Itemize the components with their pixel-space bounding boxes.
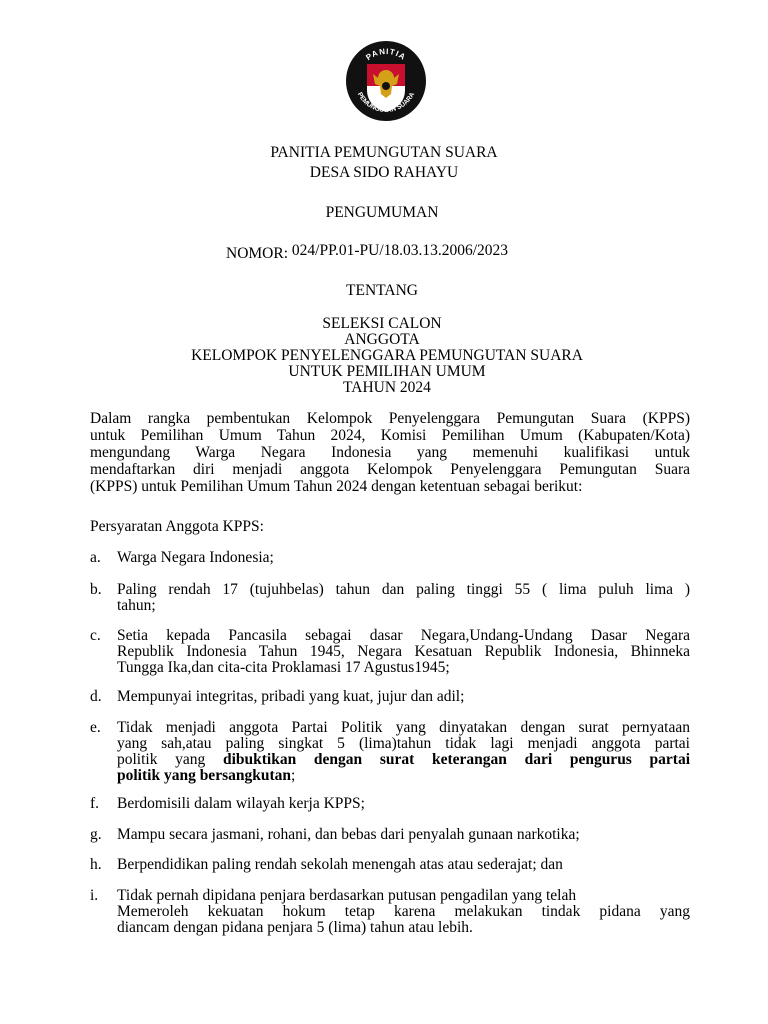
garuda-shield-icon <box>382 82 390 90</box>
item-line: Memeroleh kekuatan hokum tetap karena melakukan tindak pidana yang <box>117 903 690 920</box>
item-text: ; <box>291 767 296 784</box>
item-marker: b. <box>90 581 102 598</box>
nomor-value: 024/PP.01-PU/18.03.13.2006/2023 <box>291 242 509 259</box>
intro-line: (KPPS) untuk Pemilihan Umum Tahun 2024 dengan ketentuan sebagai berikut: <box>90 478 583 495</box>
item-marker: d. <box>90 688 102 705</box>
item-marker: f. <box>90 795 100 812</box>
intro-line: mengundang Warga Negara Indonesia yang memenuhi kualifikasi untuk <box>90 444 690 461</box>
item-marker: a. <box>90 549 101 566</box>
item-marker: h. <box>90 856 102 873</box>
nomor-label: NOMOR: <box>226 245 289 262</box>
subject-line: TAHUN 2024 <box>343 379 431 396</box>
requirements-title: Persyaratan Anggota KPPS: <box>90 518 264 535</box>
village-name: DESA SIDO RAHAYU <box>309 164 459 181</box>
item-marker: g. <box>90 826 102 843</box>
intro-line: untuk Pemilihan Umum Tahun 2024, Komisi Pemilihan Umum (Kabupaten/Kota) <box>90 427 690 444</box>
item-line: Republik Indonesia Tahun 1945, Negara Kesatuan Republik Indonesia, Bhinneka <box>117 643 690 660</box>
item-line: Berdomisili dalam wilayah kerja KPPS; <box>117 795 365 812</box>
item-marker: e. <box>90 719 101 736</box>
committee-name: PANITIA PEMUNGUTAN SUARA <box>270 144 498 161</box>
subject-line: UNTUK PEMILIHAN UMUM <box>288 363 486 380</box>
logo-top-text: PANITIA <box>364 46 408 63</box>
item-line: tahun; <box>117 597 156 614</box>
item-line: Warga Negara Indonesia; <box>117 549 274 566</box>
intro-line: Dalam rangka pembentukan Kelompok Penyelenggara Pemungutan Suara (KPPS) <box>90 410 690 427</box>
item-line: Berpendidikan paling rendah sekolah menengah atas atau sederajat; dan <box>117 856 563 873</box>
item-marker: i. <box>90 887 99 904</box>
item-line: Tidak pernah dipidana penjara berdasarkan putusan pengadilan yang telah <box>117 887 577 904</box>
item-line: Tidak menjadi anggota Partai Politik yang dinyatakan dengan surat pernyataan <box>117 719 690 736</box>
intro-paragraph <box>90 410 690 495</box>
item-line: Mampu secara jasmani, rohani, dan bebas dari penyalah gunaan narkotika; <box>117 826 580 843</box>
item-line: yang sah,atau paling singkat 5 (lima)tahun tidak lagi menjadi anggota partai <box>117 735 690 752</box>
tentang-heading: TENTANG <box>346 282 418 299</box>
intro-line: mendaftarkan diri menjadi anggota Kelompok Penyelenggara Pemungutan Suara <box>90 461 690 478</box>
subject-line: SELEKSI CALON <box>322 315 442 332</box>
item-bold-text: dibuktikan dengan surat keterangan dari pengurus partai <box>222 751 690 768</box>
item-line: Tungga Ika,dan cita-cita Proklamasi 17 Agustus1945; <box>117 659 450 676</box>
document-number <box>226 242 508 260</box>
item-line: diancam dengan pidana penjara 5 (lima) tahun atau lebih. <box>117 919 473 936</box>
kpps-logo <box>345 40 427 122</box>
item-line: Paling rendah 17 (tujuhbelas) tahun dan paling tinggi 55 ( lima puluh lima ) <box>117 581 690 598</box>
item-line: Mempunyai integritas, pribadi yang kuat, jujur dan adil; <box>117 688 465 705</box>
item-marker: c. <box>90 627 101 644</box>
announcement-title: PENGUMUMAN <box>325 204 439 221</box>
item-line <box>117 768 690 784</box>
logo-bottom-text: PEMUNGUTAN SUARA <box>355 91 417 115</box>
item-text: politik yang <box>117 751 223 768</box>
item-line <box>117 752 690 768</box>
item-bold-text: politik yang bersangkutan <box>117 767 291 784</box>
subject-line: KELOMPOK PENYELENGGARA PEMUNGUTAN SUARA <box>191 347 583 364</box>
item-line: Setia kepada Pancasila sebagai dasar Negara,Undang-Undang Dasar Negara <box>117 627 690 644</box>
subject-line: ANGGOTA <box>344 331 420 348</box>
